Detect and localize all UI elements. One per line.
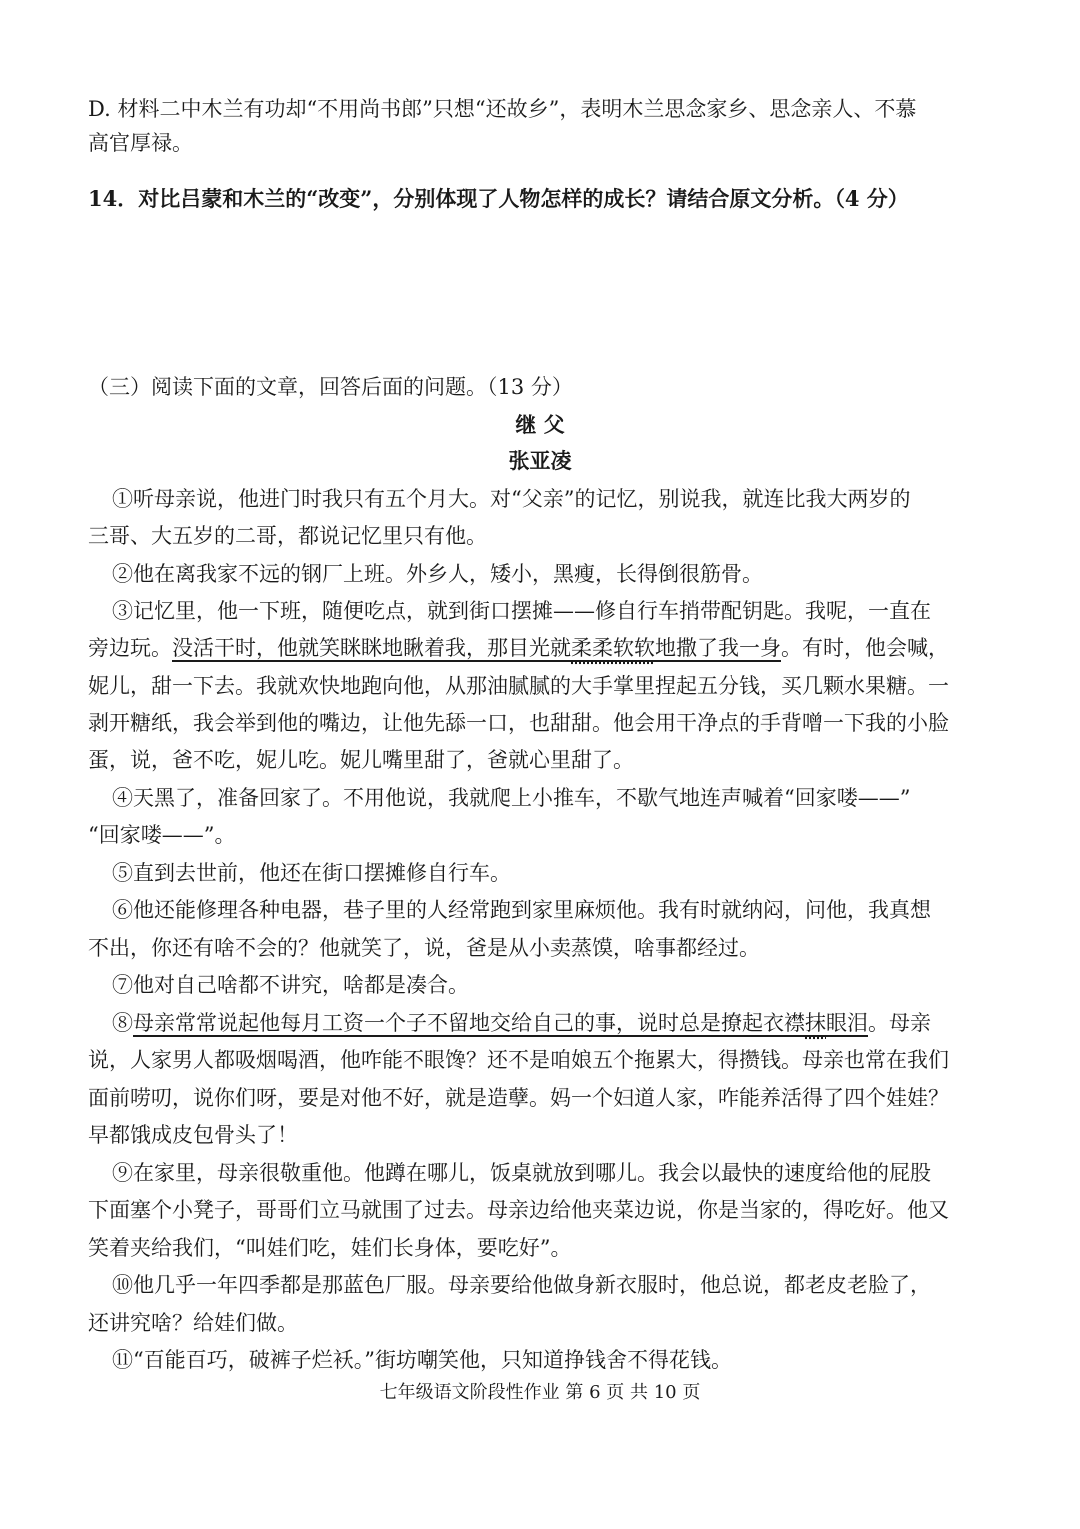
paragraph-3-line-3: 妮儿，甜一下去。我就欢快地跑向他，从那油腻腻的大手掌里捏起五分钱，买几颗水果糖。一 [88,674,949,698]
paragraph-3-line-5: 蛋，说，爸不吃，妮儿吃。妮儿嘴里甜了，爸就心里甜了。 [88,748,634,772]
text-segment: 眼泪 [826,1011,868,1035]
paragraph-3-line-2 [88,633,949,663]
section-3-heading: （三）阅读下面的文章，回答后面的问题。（13 分） [88,375,573,399]
paragraph-8-line-1 [112,1008,931,1038]
text-segment: 母亲常常说起他每月工资一个子不留地交给自己的事，说时总是撩起衣襟 [133,1011,805,1035]
option-d-line-2: 高官厚禄。 [88,131,193,155]
underlined-sentence [133,1011,868,1035]
paragraph-2-line-1: ②他在离我家不远的钢厂上班。外乡人，矮小，黑瘦，长得倒很筋骨。 [112,562,763,586]
text-segment: ⑧ [112,1011,133,1035]
paragraph-8-line-3: 面前唠叨，说你们呀，要是对他不好，就是造孽。妈一个妇道人家，咋能养活得了四个娃娃？ [88,1086,949,1110]
paragraph-4-line-2: “回家喽——”。 [88,823,236,847]
option-d-line-1: D. 材料二中木兰有功却“不用尚书郎”只想“还故乡”，表明木兰思念家乡、思念亲人、不慕 [88,97,917,121]
article-title: 继 父 [515,412,565,437]
paragraph-6-line-2: 不出，你还有啥不会的？他就笑了，说，爸是从小卖蒸馍，啥事都经过。 [88,936,760,960]
paragraph-8-line-4: 早都饿成皮包骨头了！ [88,1123,298,1147]
paragraph-1-line-2: 三哥、大五岁的二哥，都说记忆里只有他。 [88,524,487,548]
paragraph-9-line-3: 笑着夹给我们，“叫娃们吃，娃们长身体，要吃好”。 [88,1236,572,1260]
article-author: 张亚凌 [508,448,572,473]
paragraph-11-line-1: ⑪“百能百巧，破裤子烂袄。”街坊嘲笑他，只知道挣钱舍不得花钱。 [112,1348,732,1372]
page-footer: 七年级语文阶段性作业 第 6 页 共 10 页 [379,1382,701,1403]
paragraph-4-line-1: ④天黑了，准备回家了。不用他说，我就爬上小推车，不歇气地连声喊着“回家喽——” [112,786,911,810]
paragraph-10-line-2: 还讲究啥？给娃们做。 [88,1311,298,1335]
paragraph-3-line-1: ③记忆里，他一下班，随便吃点，就到街口摆摊——修自行车捎带配钥匙。我呢，一直在 [112,599,931,623]
text-segment: 。母亲 [868,1011,931,1035]
text-segment: 。有时，他会喊， [781,636,949,660]
underlined-sentence [172,636,781,660]
text-segment: 地撒了我一身 [655,636,781,660]
emphasis-dotted: 抹 [805,1011,826,1035]
emphasis-dotted: 柔柔软软 [571,636,655,660]
paragraph-3-line-4: 剥开糖纸，我会举到他的嘴边，让他先舔一口，也甜甜。他会用干净点的手背噌一下我的小脸 [88,711,949,735]
text-segment: 没活干时，他就笑眯眯地瞅着我，那目光就 [172,636,571,660]
paragraph-7-line-1: ⑦他对自己啥都不讲究，啥都是凑合。 [112,973,469,997]
paragraph-10-line-1: ⑩他几乎一年四季都是那蓝色厂服。母亲要给他做身新衣服时，他总说，都老皮老脸了， [112,1273,931,1297]
paragraph-9-line-1: ⑨在家里，母亲很敬重他。他蹲在哪儿，饭桌就放到哪儿。我会以最快的速度给他的屁股 [112,1161,931,1185]
paragraph-6-line-1: ⑥他还能修理各种电器，巷子里的人经常跑到家里麻烦他。我有时就纳闷，问他，我真想 [112,898,931,922]
paragraph-1-line-1: ①听母亲说，他进门时我只有五个月大。对“父亲”的记忆，别说我，就连比我大两岁的 [112,487,911,511]
text-segment: 旁边玩。 [88,636,172,660]
paragraph-9-line-2: 下面塞个小凳子，哥哥们立马就围了过去。母亲边给他夹菜边说，你是当家的，得吃好。他又 [88,1198,949,1222]
paragraph-5-line-1: ⑤直到去世前，他还在街口摆摊修自行车。 [112,861,511,885]
paragraph-8-line-2: 说，人家男人都吸烟喝酒，他咋能不眼馋？还不是咱娘五个拖累大，得攒钱。母亲也常在我们 [88,1048,949,1072]
question-14: 14．对比吕蒙和木兰的“改变”，分别体现了人物怎样的成长？请结合原文分析。（4 分） [88,186,909,211]
